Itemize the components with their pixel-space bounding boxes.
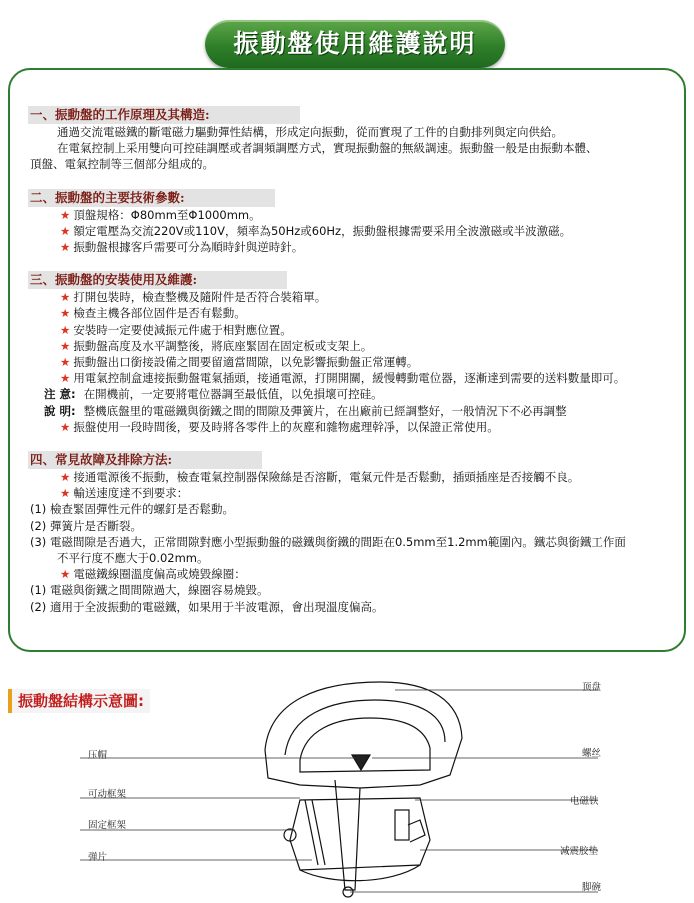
list-item: ★ 安裝時一定要使減振元件處于相對應位置。 [60, 322, 292, 337]
list-item: ★ 額定電壓為交流220V或110V，頻率為50Hz或60Hz，振動盤根據需要采用全波激磁或半波激磁。 [60, 223, 572, 238]
star-icon: ★ [60, 486, 71, 501]
label-electromagnet: 电磁铁 [570, 796, 599, 807]
manual-content [30, 100, 680, 615]
section-1-title: 一、振動盤的工作原理及其構造: [28, 106, 300, 124]
section-1-line: 通過交流電磁鐵的斷電磁力驅動彈性結構，形成定向振動，從而實現了工件的自動排列與定向供給。 [57, 125, 563, 139]
label-foot: 脚碗 [582, 882, 602, 893]
star-icon: ★ [60, 322, 71, 337]
list-item: ★ 打開包裝時，檢查整機及隨附件是否符合裝箱單。 [60, 290, 327, 305]
numbered-item: (3) 電磁間隙是否過大，正常間隙對應小型振動盤的磁鐵與銜鐵的間距在0.5mm至1.2mm範圍內。鐵芯與銜鐵工作面 [30, 534, 626, 549]
label-movable-frame: 可动框架 [88, 789, 127, 800]
star-icon: ★ [60, 470, 71, 485]
numbered-item: (1) 檢查緊固彈性元件的螺釘是否鬆動。 [30, 502, 234, 517]
section-2-title: 二、振動盤的主要技術參數: [28, 189, 275, 207]
list-item: ★ 輸送速度達不到要求： [60, 486, 189, 501]
label-top-plate: 顶盘 [582, 682, 602, 693]
star-icon: ★ [60, 338, 71, 353]
list-item: ★ 振盤使用一段時間後，要及時將各零件上的灰塵和雜物處理幹凈，以保證正常使用。 [60, 419, 499, 434]
star-icon: ★ [60, 240, 71, 255]
star-icon: ★ [60, 306, 71, 321]
star-icon: ★ [60, 371, 71, 386]
note: 注 意: 在開機前，一定要將電位器調至最低值，以免損壞可控硅。 [44, 387, 383, 402]
star-icon: ★ [60, 223, 71, 238]
star-icon: ★ [60, 567, 71, 582]
label-cap: 压帽 [88, 750, 108, 761]
explanation: 說 明: 整機底盤里的電磁鐵與銜鐵之間的間隙及彈簧片，在出廠前已經調整好，一般情況下不必再調整 [44, 403, 567, 418]
label-damper: 减震胶垫 [560, 846, 599, 857]
list-item: ★ 電磁鐵線圈溫度偏高或燒毀線圈： [60, 567, 246, 582]
list-item: ★ 振動盤出口銜接設備之間要留適當間隙，以免影響振動盤正常運轉。 [60, 355, 419, 370]
section-4-title: 四、常見故障及排除方法: [28, 451, 262, 469]
label-spring: 弹片 [88, 852, 108, 863]
numbered-item: (2) 適用于全波振動的電磁鐵，如果用于半波電源，會出現溫度偏高。 [30, 599, 384, 614]
numbered-item: (2) 彈簧片是否斷裂。 [30, 518, 142, 533]
section-1-line: 頂盤、電氣控制等三個部分組成的。 [30, 157, 214, 172]
section-3-title: 三、振動盤的安裝使用及維護: [28, 271, 287, 289]
list-item: ★ 振動盤高度及水平調整後，將底座緊固在固定板或支架上。 [60, 338, 373, 353]
label-screw: 螺丝 [582, 748, 602, 759]
vibratory-bowl-diagram [0, 660, 694, 903]
list-item: ★ 頂盤規格：Φ80mm至Φ1000mm。 [60, 207, 261, 222]
page-title: 振動盤使用維護說明 [233, 29, 477, 58]
star-icon: ★ [60, 290, 71, 305]
star-icon: ★ [60, 207, 71, 222]
note-label: 注 意: [44, 387, 76, 402]
star-icon: ★ [60, 355, 71, 370]
section-1-line: 在電氣控制上采用雙向可控硅調壓或者調頻調壓方式，實現振動盤的無級調速。振動盤一般是由振動本體、 [57, 141, 598, 156]
numbered-item: (1) 電磁與銜鐵之間間隙過大，線圈容易燒毀。 [30, 583, 269, 598]
diagram-title: 振動盤結構示意圖: [8, 689, 150, 713]
page-banner [205, 20, 505, 68]
list-item: ★ 用電氣控制盒連接振動盤電氣插頭，接通電源，打開開關，緩慢轉動電位器，逐漸達到需要的送料數量即可。 [60, 371, 626, 386]
numbered-item-cont: 不平行度不應大于0.02mm。 [57, 551, 209, 566]
explain-label: 說 明: [44, 403, 76, 418]
list-item: ★ 接通電源後不振動，檢查電氣控制器保險絲是否溶斷，電氣元件是否鬆動，插頭插座是否接觸不良。 [60, 470, 580, 485]
list-item: ★ 振動盤根據客戶需要可分為順時針與逆時針。 [60, 240, 304, 255]
list-item: ★ 檢查主機各部位固件是否有鬆動。 [60, 306, 246, 321]
star-icon: ★ [60, 419, 71, 434]
label-fixed-frame: 固定框架 [88, 820, 127, 831]
